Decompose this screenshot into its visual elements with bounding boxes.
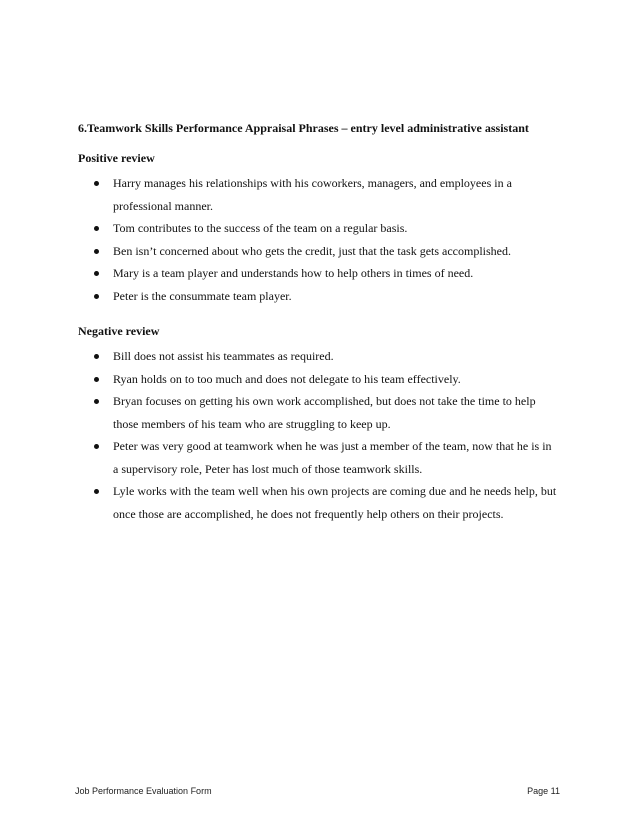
list-item-text: Ryan holds on to too much and does not delegate to his team effectively. bbox=[113, 371, 461, 386]
list-item-text: Bryan focuses on getting his own work accomplished, but does not take the time to help those members of his team who are struggling to keep up. bbox=[113, 394, 536, 431]
bullet-icon bbox=[94, 444, 99, 449]
negative-review-title: Negative review bbox=[78, 324, 160, 338]
section-heading: 6.Teamwork Skills Performance Appraisal Phrases – entry level administrative assistant bbox=[78, 121, 529, 135]
list-item bbox=[0, 285, 638, 308]
bullet-icon bbox=[94, 489, 99, 494]
list-item bbox=[0, 262, 638, 285]
list-item bbox=[0, 390, 638, 435]
list-item bbox=[0, 435, 638, 480]
bullet-icon bbox=[94, 249, 99, 254]
list-item-text: Harry manages his relationships with his coworkers, managers, and employees in a professional manner. bbox=[113, 176, 512, 213]
list-item-text: Peter is the consummate team player. bbox=[113, 288, 292, 303]
bullet-icon bbox=[94, 399, 99, 404]
footer-page-number: Page 11 bbox=[527, 786, 560, 796]
list-item-text: Lyle works with the team well when his own projects are coming due and he needs help, but once those are accomplished, he does not frequently help others on their projects. bbox=[113, 484, 557, 521]
list-item bbox=[0, 240, 638, 263]
negative-review-list bbox=[0, 345, 638, 525]
bullet-icon bbox=[94, 354, 99, 359]
list-item bbox=[0, 480, 638, 525]
list-item bbox=[0, 217, 638, 240]
footer-document-name: Job Performance Evaluation Form bbox=[75, 786, 212, 796]
bullet-icon bbox=[94, 377, 99, 382]
list-item bbox=[0, 368, 638, 391]
list-item-text: Mary is a team player and understands how to help others in times of need. bbox=[113, 266, 474, 280]
bullet-icon bbox=[94, 294, 99, 299]
list-item bbox=[0, 345, 638, 368]
list-item-text: Ben isn’t concerned about who gets the credit, just that the task gets accomplished. bbox=[113, 243, 512, 258]
list-item-text: Tom contributes to the success of the team on a regular basis. bbox=[113, 221, 408, 235]
positive-review-title: Positive review bbox=[78, 151, 155, 165]
positive-review-list bbox=[0, 172, 638, 307]
bullet-icon bbox=[94, 271, 99, 276]
bullet-icon bbox=[94, 226, 99, 231]
list-item bbox=[0, 172, 638, 217]
bullet-icon bbox=[94, 181, 99, 186]
list-item-text: Bill does not assist his teammates as required. bbox=[113, 349, 334, 363]
list-item-text: Peter was very good at teamwork when he was just a member of the team, now that he is in a supervisory role, Peter has lost much of those teamwork skills. bbox=[113, 439, 552, 476]
